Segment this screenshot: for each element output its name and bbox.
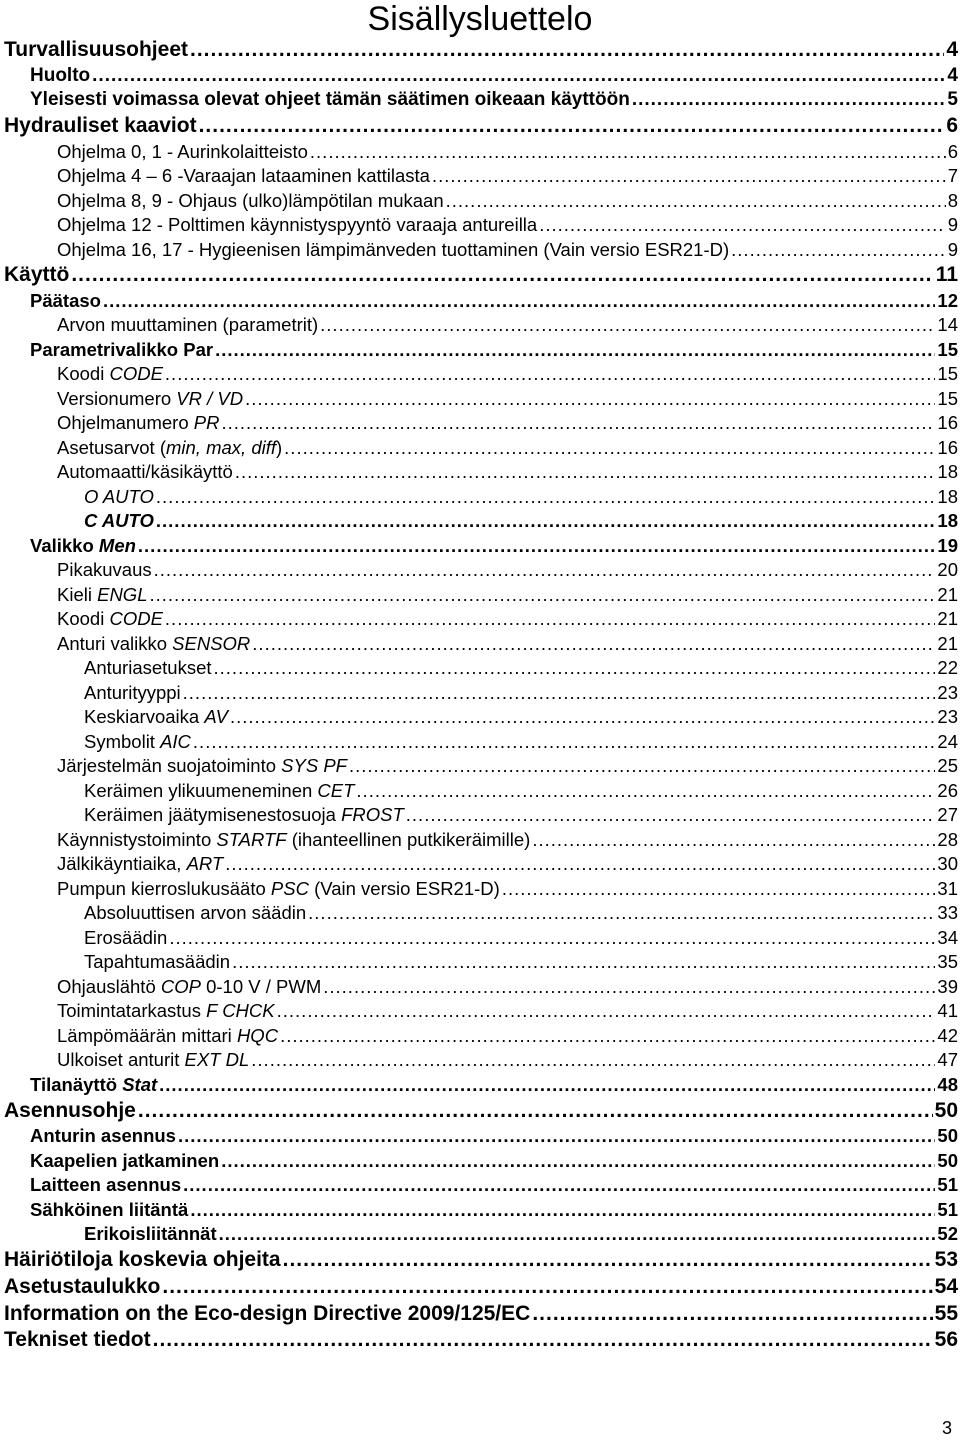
toc-entry-label (57, 387, 243, 411)
toc-entry-label (57, 975, 321, 999)
toc-entry[interactable] (0, 925, 958, 950)
toc-entry-label-part: Parametrivalikko Par (30, 338, 214, 360)
toc-entry-page: 9 (947, 238, 958, 260)
toc-entry-label-part: Lämpömäärän mittari (57, 1024, 237, 1046)
toc-entry-label-part: Tilanäyttö (30, 1073, 123, 1095)
dot-leader (162, 1274, 932, 1300)
toc-entry-page: 51 (937, 1198, 958, 1220)
toc-entry-label (57, 238, 729, 262)
toc-entry-page: 6 (947, 140, 958, 162)
toc-entry-label-part: Laitteen asennus (30, 1174, 182, 1196)
toc-entry[interactable] (0, 1300, 958, 1327)
toc-entry-label-part: Ohjelma 16, 17 - Hygieenisen lämpimänveden tuottaminen (Vain versio ESR21-D) (57, 238, 730, 260)
toc-entry-label (4, 1247, 281, 1273)
dot-leader (215, 338, 935, 362)
toc-entry[interactable] (0, 852, 958, 877)
toc-entry-page: 52 (937, 1223, 958, 1245)
toc-entry[interactable] (0, 1072, 958, 1097)
toc-entry-label-part: Turvallisuusohjeet (4, 37, 188, 61)
toc-entry[interactable] (0, 213, 958, 238)
toc-entry[interactable] (0, 705, 958, 730)
dot-leader (92, 64, 945, 88)
toc-entry-label (57, 362, 163, 386)
toc-entry-label-part: Ohjelma 12 - Polttimen käynnistyspyyntö varaaja antureilla (57, 214, 538, 236)
toc-entry[interactable] (0, 435, 958, 460)
toc-entry-page: 22 (937, 657, 958, 679)
toc-entry-label-part: Erosäädin (84, 926, 168, 948)
dot-leader (349, 754, 935, 778)
toc-entry-label (30, 1198, 188, 1222)
toc-entry[interactable] (0, 88, 958, 113)
toc-entry-label-part: Sähköinen liitäntä (30, 1198, 189, 1220)
dot-leader (219, 1222, 936, 1246)
toc-entry[interactable] (0, 1246, 958, 1273)
toc-entry-label-part: 0-10 V / PWM (200, 975, 322, 997)
toc-entry-label (57, 583, 148, 607)
toc-entry-label-part: Ohjelma 0, 1 - Aurinkolaitteisto (57, 140, 308, 162)
toc-entry-label (84, 485, 154, 509)
toc-entry[interactable] (0, 509, 958, 534)
toc-entry-page: 18 (937, 510, 958, 532)
toc-entry-label-part: Häiriötiloja koskevia ohjeita (4, 1248, 281, 1272)
dot-leader (356, 779, 935, 803)
toc-entry-page: 34 (937, 926, 958, 948)
toc-entry[interactable] (0, 729, 958, 754)
toc-entry-label-part: VR / VD (176, 387, 244, 409)
dot-leader (71, 262, 933, 288)
toc-entry-label (4, 1327, 151, 1353)
toc-entry-label (57, 607, 163, 631)
toc-entry-label (57, 754, 347, 778)
toc-entry-page: 35 (937, 951, 958, 973)
dot-leader (532, 828, 935, 852)
toc-entry-label-part: Koodi (57, 363, 110, 385)
toc-entry-label-part: Arvon muuttaminen (parametrit) (57, 314, 319, 336)
dot-leader (252, 632, 935, 656)
toc-entry-page: 4 (946, 37, 958, 61)
dot-leader (308, 901, 935, 925)
toc-entry-label-part: C AUTO (84, 510, 154, 532)
toc-entry-label-part: SENSOR (172, 632, 251, 654)
toc-entry-page: 15 (937, 363, 958, 385)
toc-entry-label-part: Tekniset tiedot (4, 1328, 151, 1352)
toc-entry-label-part: ART (186, 853, 224, 875)
toc-entry[interactable] (0, 1222, 958, 1247)
toc-entry-label (84, 1222, 217, 1246)
toc-entry[interactable] (0, 1048, 958, 1073)
toc-entry-page: 16 (937, 412, 958, 434)
toc-entry-label-part: CODE (109, 363, 163, 385)
dot-leader (232, 950, 935, 974)
toc-entry[interactable] (0, 460, 958, 485)
toc-entry-label-part: (ihanteellinen putkikeräimille) (286, 828, 531, 850)
toc-entry-label-part: Huolto (30, 64, 91, 86)
toc-entry-label (57, 632, 250, 656)
toc-entry-label (4, 113, 197, 139)
toc-entry-page: 11 (935, 263, 958, 287)
toc-entry-label (57, 436, 282, 460)
toc-entry[interactable] (0, 36, 958, 63)
toc-entry-label (57, 189, 444, 213)
toc-entry-page: 18 (937, 485, 958, 507)
dot-leader (190, 1198, 935, 1222)
toc-entry-label-part: Information on the Eco-design Directive 2009/125/EC (4, 1301, 531, 1325)
toc-entry[interactable] (0, 607, 958, 632)
toc-entry[interactable] (0, 1148, 958, 1173)
toc-entry-label-part: Valikko (30, 534, 99, 556)
toc-entry-label-part: FROST (341, 804, 404, 826)
page-number: 3 (941, 1418, 952, 1438)
toc-entry-label-part: Ohjauslähtö (57, 975, 161, 997)
toc-entry[interactable] (0, 313, 958, 338)
toc-entry-label (57, 852, 223, 876)
toc-entry[interactable] (0, 680, 958, 705)
toc-entry-page: 7 (947, 165, 958, 187)
toc-entry-label-part: Symbolit (84, 730, 161, 752)
toc-entry-page: 5 (947, 89, 958, 111)
toc-entry-page: 23 (937, 706, 958, 728)
toc-entry-label (84, 656, 212, 680)
toc-entry[interactable] (0, 337, 958, 362)
toc-entry[interactable] (0, 974, 958, 999)
toc-entry-label-part: SYS PF (281, 755, 347, 777)
toc-entry-label (4, 262, 69, 288)
toc-entry-label-part: Jälkikäyntiaika, (57, 853, 187, 875)
toc-entry-label-part: Ohjelmanumero (57, 412, 194, 434)
toc-entry-label (84, 730, 191, 754)
dot-leader (199, 113, 945, 139)
toc-entry-label-part: (Vain versio ESR21-D) (308, 877, 500, 899)
toc-entry-label (84, 779, 354, 803)
toc-entry-label-part: O AUTO (84, 485, 154, 507)
toc-entry[interactable] (0, 754, 958, 779)
toc-entry-label (84, 950, 230, 974)
toc-entry[interactable] (0, 901, 958, 926)
toc-entry-page: 12 (937, 289, 958, 311)
toc-entry-label-part: Päätaso (30, 289, 101, 311)
toc-entry-label-part: Erikoisliitännät (84, 1223, 217, 1245)
toc-entry-page: 15 (937, 338, 958, 360)
toc-entry-label (57, 140, 308, 164)
toc-entry-page: 39 (937, 975, 958, 997)
toc-entry-page: 6 (946, 114, 958, 138)
toc-entry-page: 28 (937, 828, 958, 850)
dot-leader (169, 926, 935, 950)
toc-entry-label-part: AIC (160, 730, 191, 752)
toc-entry-label-part: HQC (236, 1024, 279, 1046)
toc-entry-page: 55 (934, 1301, 958, 1325)
toc-entry[interactable] (0, 237, 958, 262)
toc-entry-label (30, 1073, 157, 1097)
toc-entry-label-part: Asetustaulukko (4, 1274, 161, 1298)
toc-entry-label-part: Kaapelien jatkaminen (30, 1149, 220, 1171)
toc-entry-label-part: Hydrauliset kaaviot (4, 114, 197, 138)
toc-entry-label-part: PR (193, 412, 220, 434)
dot-leader (193, 730, 936, 754)
toc-entry[interactable] (0, 1097, 958, 1124)
toc-entry-page: 50 (937, 1149, 958, 1171)
toc-entry-label (57, 1024, 278, 1048)
toc-entry[interactable] (0, 778, 958, 803)
toc-entry[interactable] (0, 1327, 958, 1354)
dot-leader (190, 37, 944, 63)
toc-entry-label-part: Automaatti/käsikäyttö (57, 461, 233, 483)
toc-entry-label-part: Tapahtumasäädin (84, 951, 231, 973)
toc-entry-page: 53 (934, 1248, 958, 1272)
toc-entry-label-part: Käyttö (4, 263, 70, 287)
toc-entry-label-part: CET (317, 779, 355, 801)
toc-entry-page: 19 (937, 534, 958, 556)
toc-entry-page: 33 (937, 902, 958, 924)
toc-entry-page: 16 (937, 436, 958, 458)
toc-entry-label-part: Pikakuvaus (57, 559, 152, 581)
toc-entry-label (57, 213, 537, 237)
toc-entry-label-part: AV (204, 706, 228, 728)
toc-entry-label (84, 705, 228, 729)
toc-entry-label-part: Kieli (57, 583, 98, 605)
toc-entry-label (57, 313, 318, 337)
page-title: Sisällysluettelo (367, 0, 593, 38)
toc-entry-label (30, 534, 136, 558)
toc-entry-page: 41 (937, 1000, 958, 1022)
toc-entry[interactable] (0, 1273, 958, 1300)
toc-entry[interactable] (0, 112, 958, 139)
toc-entry-label-part: Koodi (57, 608, 110, 630)
toc-entry-label (30, 338, 213, 362)
toc-entry[interactable] (0, 1197, 958, 1222)
dot-leader (235, 460, 936, 484)
dot-leader (103, 289, 935, 313)
toc-entry[interactable] (0, 139, 958, 164)
toc-entry-label (57, 999, 275, 1023)
dot-leader (138, 1098, 933, 1124)
toc-entry[interactable] (0, 876, 958, 901)
dot-leader (320, 313, 935, 337)
dot-leader (406, 803, 936, 827)
toc-entry-label (4, 1274, 160, 1300)
toc-entry-page: 23 (937, 681, 958, 703)
toc-entry-page: 51 (937, 1174, 958, 1196)
toc-entry[interactable] (0, 288, 958, 313)
toc-entry-label (57, 877, 500, 901)
dot-leader (245, 387, 935, 411)
toc-entry-label (4, 37, 188, 63)
toc-entry-label-part: Absoluuttisen arvon säädin (84, 902, 307, 924)
toc-entry-label (84, 901, 306, 925)
toc-entry-page: 21 (937, 583, 958, 605)
dot-leader (214, 656, 936, 680)
toc-entry-label-part: Men (98, 534, 136, 556)
toc-entry-label-part: Yleisesti voimassa olevat ohjeet tämän säätimen oikeaan käyttöön (30, 89, 630, 111)
toc-entry-label-part: ) (276, 436, 283, 458)
dot-leader (153, 1327, 933, 1353)
toc-entry[interactable] (0, 999, 958, 1024)
toc-entry-label-part: Anturi valikko (57, 632, 173, 654)
table-of-contents (0, 36, 958, 1353)
toc-entry-page: 50 (934, 1098, 958, 1122)
dot-leader (225, 852, 935, 876)
toc-entry[interactable] (0, 188, 958, 213)
dot-leader (165, 362, 936, 386)
toc-entry-label (57, 164, 430, 188)
toc-entry[interactable] (0, 950, 958, 975)
toc-entry[interactable] (0, 631, 958, 656)
toc-entry[interactable] (0, 827, 958, 852)
dot-leader (138, 534, 936, 558)
dot-leader (178, 1124, 935, 1148)
dot-leader (632, 88, 946, 112)
toc-entry-label-part: Toimintatarkastus (57, 1000, 207, 1022)
toc-entry-page: 42 (937, 1024, 958, 1046)
toc-entry-label-part: STARTF (216, 828, 287, 850)
toc-entry-label (57, 1048, 249, 1072)
toc-entry-label-part: Asetusarvot ( (57, 436, 166, 458)
toc-entry[interactable] (0, 411, 958, 436)
toc-entry-label-part: PSC (270, 877, 309, 899)
toc-entry-label (84, 803, 404, 827)
toc-entry-label-part: Anturityyppi (84, 681, 181, 703)
toc-entry-label-part: Versionumero (57, 387, 177, 409)
dot-leader (432, 164, 946, 188)
toc-entry-label-part: min, max, diff (166, 436, 276, 458)
toc-entry-page: 14 (937, 314, 958, 336)
toc-entry-label-part: Stat (122, 1073, 158, 1095)
toc-entry-page: 21 (937, 632, 958, 654)
toc-entry[interactable] (0, 533, 958, 558)
toc-entry[interactable] (0, 1124, 958, 1149)
toc-entry-page: 48 (937, 1073, 958, 1095)
toc-entry-label (4, 1098, 136, 1124)
toc-entry[interactable] (0, 803, 958, 828)
toc-entry[interactable] (0, 63, 958, 88)
toc-entry[interactable] (0, 164, 958, 189)
toc-entry[interactable] (0, 1173, 958, 1198)
toc-entry-label (30, 88, 630, 112)
toc-entry[interactable] (0, 262, 958, 289)
toc-entry-page: 18 (937, 461, 958, 483)
toc-entry[interactable] (0, 582, 958, 607)
dot-leader (150, 583, 936, 607)
toc-entry-label (57, 828, 530, 852)
dot-leader (165, 607, 936, 631)
dot-leader (502, 877, 936, 901)
toc-entry-label-part: Ulkoiset anturit (57, 1049, 185, 1071)
dot-leader (183, 1173, 935, 1197)
toc-entry[interactable] (0, 362, 958, 387)
dot-leader (156, 509, 936, 533)
dot-leader (221, 1149, 935, 1173)
toc-entry-page: 27 (937, 804, 958, 826)
toc-entry-label-part: Käynnistystoiminto (57, 828, 217, 850)
toc-entry-label (84, 681, 181, 705)
toc-entry-page: 47 (937, 1049, 958, 1071)
toc-entry-label-part: EXT DL (184, 1049, 250, 1071)
toc-entry-page: 26 (937, 779, 958, 801)
toc-entry-page: 54 (934, 1274, 958, 1298)
dot-leader (539, 213, 945, 237)
toc-entry-label (57, 558, 152, 582)
toc-entry-label-part: Keräimen ylikuumeneminen (84, 779, 318, 801)
dot-leader (284, 436, 935, 460)
dot-leader (310, 140, 946, 164)
toc-entry-label (57, 411, 219, 435)
dot-leader (277, 999, 936, 1023)
toc-entry-label (30, 64, 90, 88)
toc-entry-label (30, 1173, 181, 1197)
toc-entry-page: 15 (937, 387, 958, 409)
toc-entry-label-part: Ohjelma 4 – 6 -Varaajan lataaminen kattilasta (57, 165, 430, 187)
toc-entry-label-part: Ohjelma 8, 9 - Ohjaus (ulko)lämpötilan mukaan (57, 189, 444, 211)
toc-entry-page: 9 (947, 214, 958, 236)
toc-entry-label (30, 1124, 176, 1148)
toc-entry[interactable] (0, 484, 958, 509)
dot-leader (731, 238, 946, 262)
toc-entry-label-part: Keskiarvoaika (84, 706, 205, 728)
toc-entry-page: 30 (937, 853, 958, 875)
dot-leader (283, 1247, 933, 1273)
toc-entry[interactable] (0, 656, 958, 681)
toc-entry-label-part: Anturiasetukset (84, 657, 212, 679)
toc-entry-label (4, 1301, 530, 1327)
toc-entry-page: 4 (947, 64, 958, 86)
toc-entry-page: 56 (934, 1328, 958, 1352)
toc-entry-page: 21 (937, 608, 958, 630)
toc-entry-label-part: F CHCK (206, 1000, 275, 1022)
toc-entry-label (84, 509, 154, 533)
toc-entry-label-part: Asennusohje (4, 1098, 136, 1122)
dot-leader (159, 1073, 935, 1097)
dot-leader (154, 558, 936, 582)
toc-entry-label (57, 460, 233, 484)
toc-entry[interactable] (0, 1023, 958, 1048)
toc-entry-page: 24 (937, 730, 958, 752)
dot-leader (156, 485, 936, 509)
dot-leader (251, 1048, 935, 1072)
dot-leader (280, 1024, 935, 1048)
toc-entry-label-part: Keräimen jäätymisenestosuoja (84, 804, 342, 826)
dot-leader (221, 411, 935, 435)
toc-entry-label (30, 1149, 219, 1173)
dot-leader (230, 705, 935, 729)
toc-entry-page: 25 (937, 755, 958, 777)
toc-entry-page: 20 (937, 559, 958, 581)
toc-entry-label-part: Anturin asennus (30, 1125, 176, 1147)
toc-entry-label (30, 289, 101, 313)
toc-entry-label-part: Pumpun kierroslukusääto (57, 877, 271, 899)
toc-entry-page: 8 (947, 189, 958, 211)
toc-entry-page: 50 (937, 1125, 958, 1147)
toc-entry-label-part: CODE (109, 608, 163, 630)
dot-leader (532, 1301, 932, 1327)
toc-entry[interactable] (0, 558, 958, 583)
dot-leader (183, 681, 936, 705)
toc-entry-label (84, 926, 167, 950)
dot-leader (446, 189, 946, 213)
toc-entry-label-part: Järjestelmän suojatoiminto (57, 755, 282, 777)
toc-entry-label-part: COP (160, 975, 201, 997)
toc-entry[interactable] (0, 386, 958, 411)
toc-entry-label-part: ENGL (97, 583, 148, 605)
toc-entry-page: 31 (937, 877, 958, 899)
dot-leader (323, 975, 935, 999)
